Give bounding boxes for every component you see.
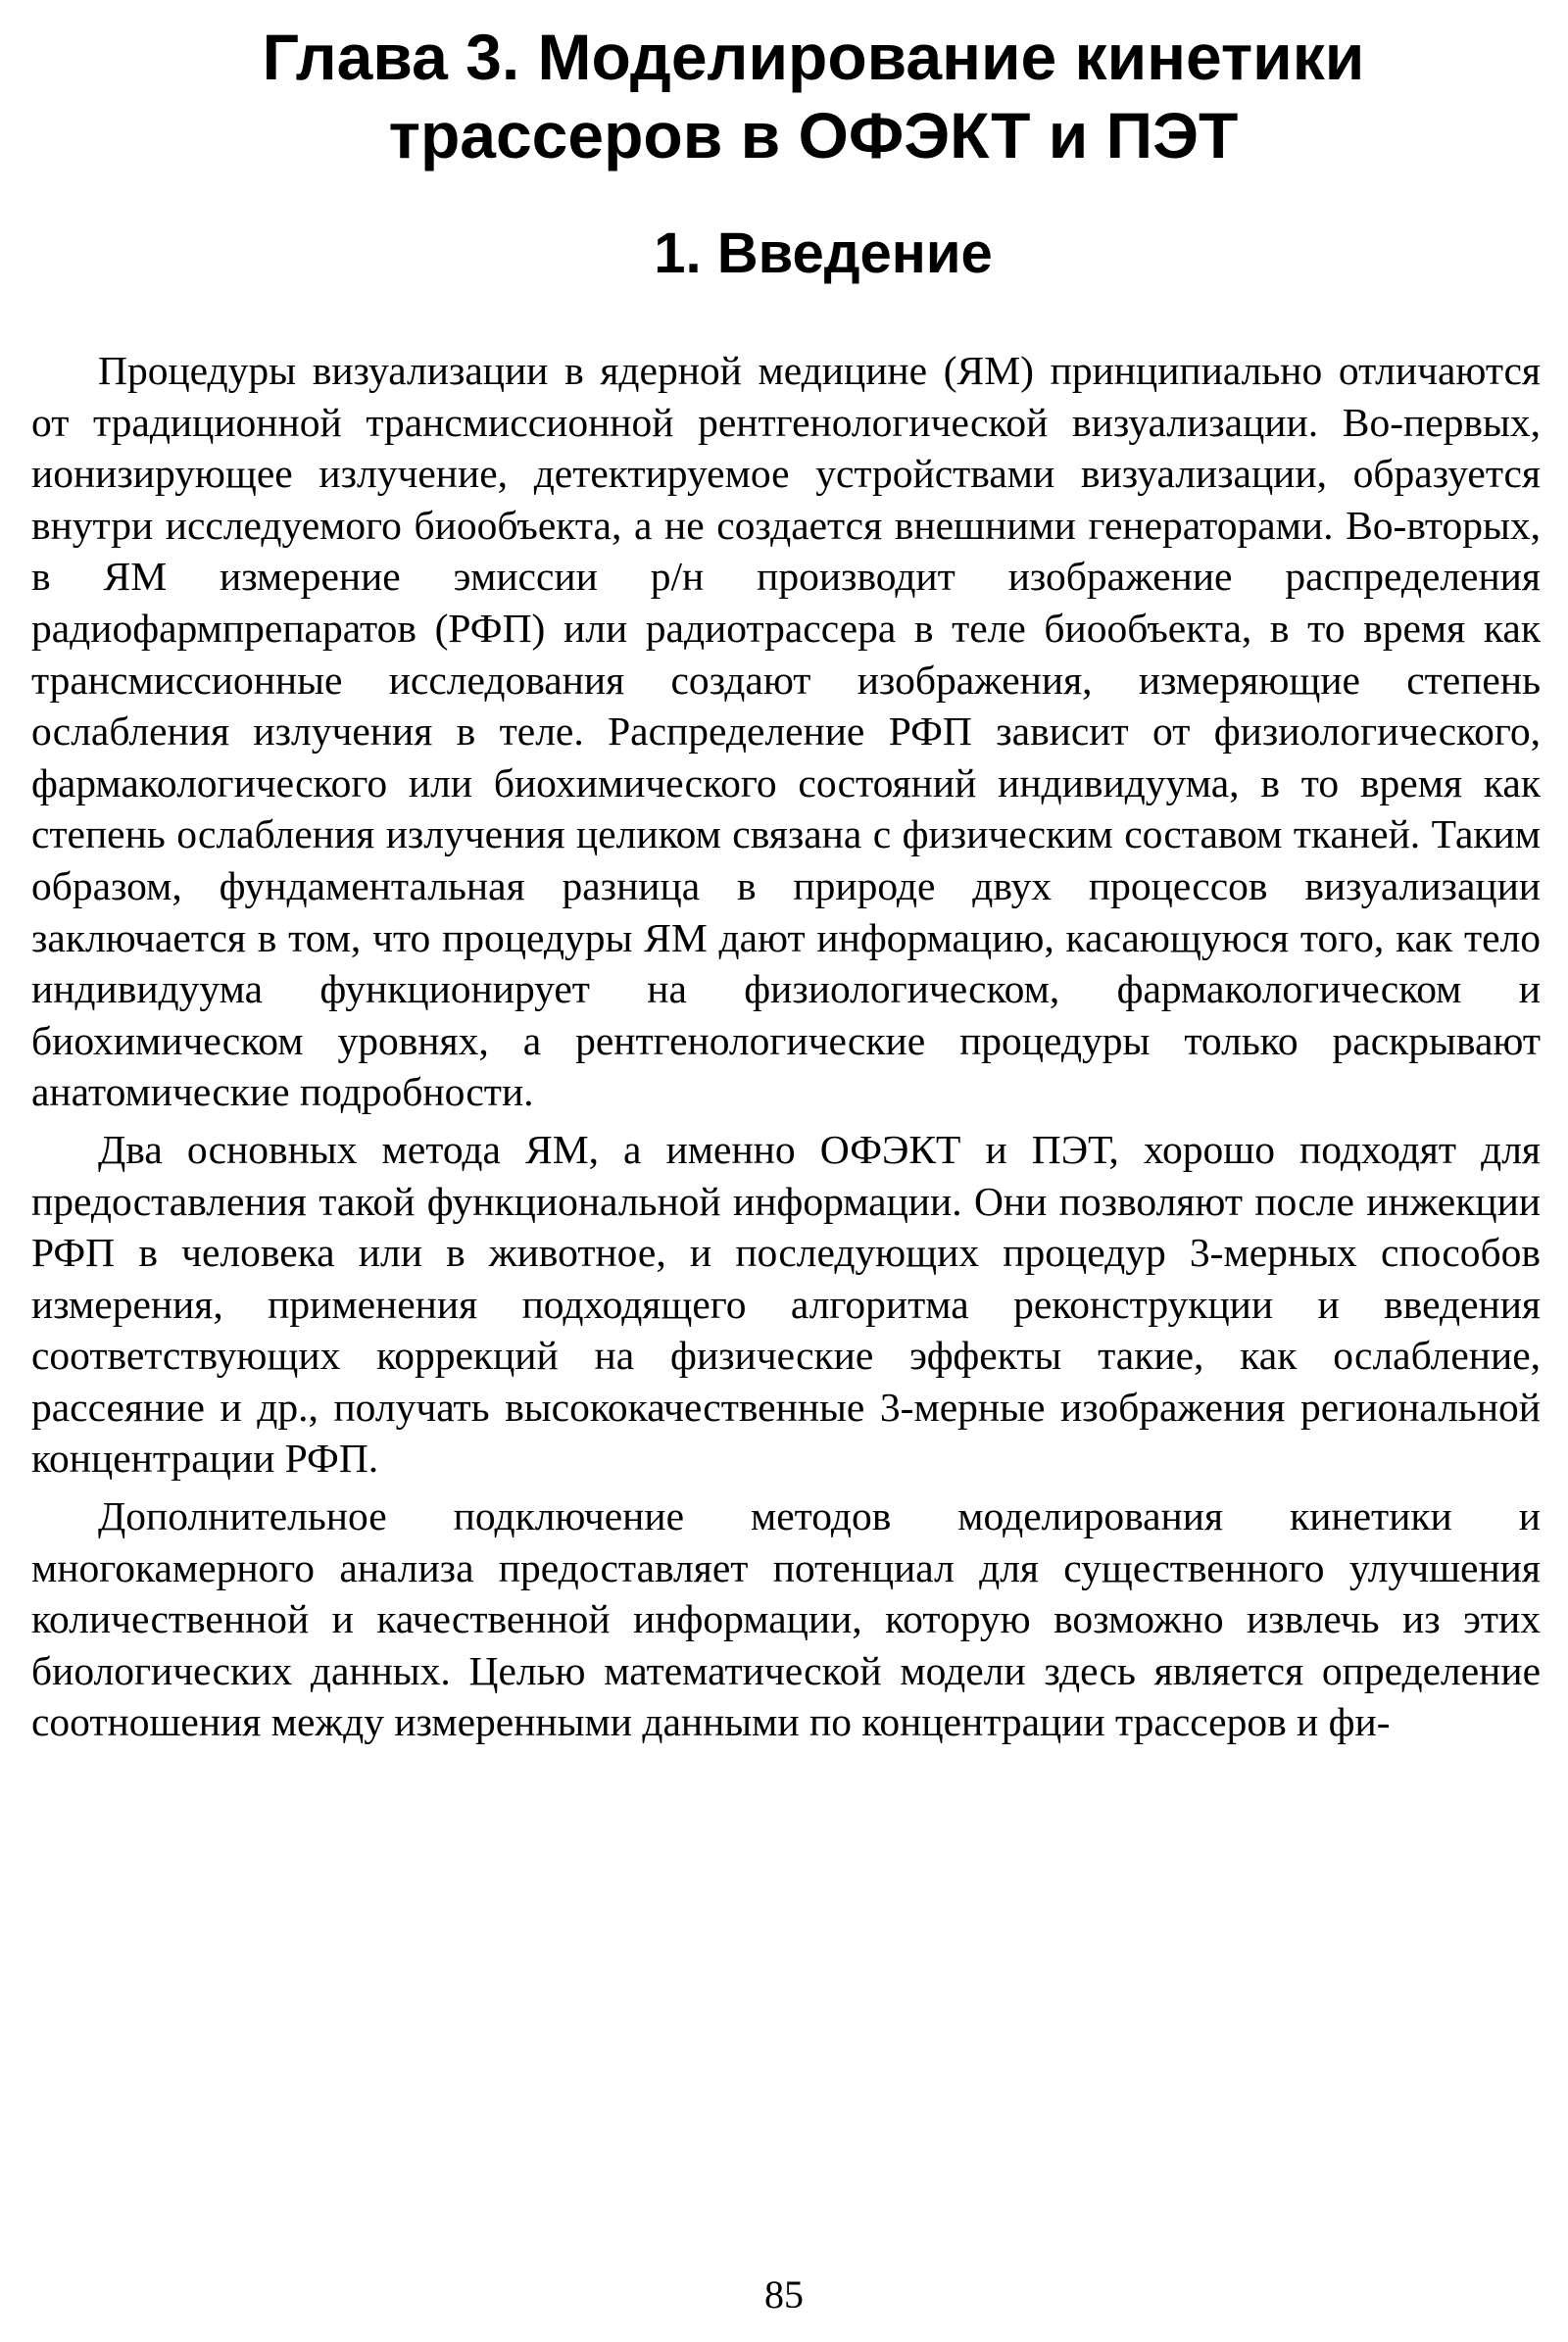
paragraph-2: Два основных метода ЯМ, а именно ОФЭКТ и ПЭТ, хорошо подходят для предоставления такой функциональной информации. Они позволяют после инжекции РФП в человека или в животное, и последующих процедур 3-мерных способов измерения, применения подходящего алгоритма реконструкции и введения соответствующих коррекций на физические эффекты такие, как ослабление, рассеяние и др., получать высококачественные 3-мерные изображения региональной концентрации РФП.: [31, 1126, 1541, 1482]
page-number: 85: [764, 2272, 804, 2317]
body-text: [31, 345, 1541, 1754]
chapter-title-line-2: трассеров в ОФЭКТ и ПЭТ: [388, 99, 1239, 171]
chapter-title: [78, 18, 1548, 174]
chapter-title-line-1: Глава 3. Моделирование кинетики: [262, 21, 1365, 93]
paragraph-3: Дополнительное подключение методов моделирования кинетики и многокамерного анализа предоставляет потенциал для существенного улучшения количественной и качественной информации, которую возможно извлечь из этих биологических данных. Целью математической модели здесь является определение соотношения между измеренными данными по концентрации трассеров и фи-: [31, 1493, 1541, 1745]
paragraph-1: Процедуры визуализации в ядерной медицине (ЯМ) принципиально отличаются от традиционной трансмиссионной рентгенологической визуализации. Во-первых, ионизирующее излучение, детектируемое устройствами визуализации, образуется внутри исследуемого биообъекта, а не создается внешними генераторами. Во-вторых, в ЯМ измерение эмиссии р/н производит изображение распределения радиофармпрепаратов (РФП) или радиотрассера в теле биообъекта, в то время как трансмиссионные исследования создают изображения, измеряющие степень ослабления излучения в теле. Распределение РФП зависит от физиологического, фармакологического или биохимического состояний индивидуума, в то время как степень ослабления излучения целиком связана с физическим составом тканей. Таким образом, фундаментальная разница в природе двух процессов визуализации заключается в том, что процедуры ЯМ дают информацию, касающуюся того, как тело индивидуума функционирует на физиологическом, фармакологическом и биохимическом уровнях, а рентгенологические процедуры только раскрывают анатомические подробности.: [31, 348, 1541, 1115]
section-title: 1. Введение: [654, 221, 993, 285]
